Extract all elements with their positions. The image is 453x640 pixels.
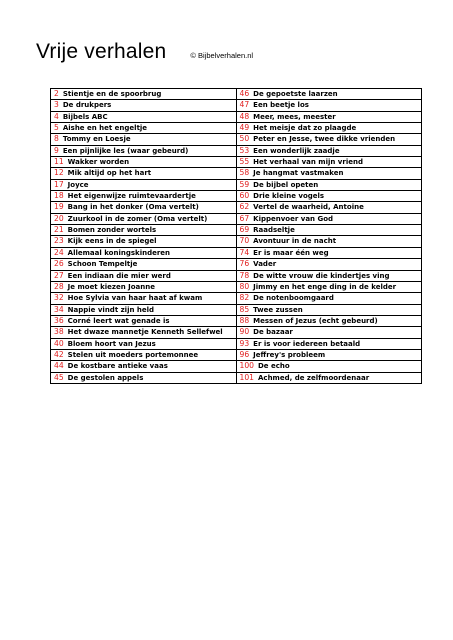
story-title[interactable]: Kijk eens in de spiegel [67, 237, 157, 246]
story-title[interactable]: Vertel de waarheid, Antoine [253, 203, 364, 212]
story-title[interactable]: Hoe Sylvia van haar haat af kwam [67, 294, 203, 303]
story-title[interactable]: Raadseltje [253, 226, 295, 235]
story-table [50, 88, 422, 384]
story-title[interactable]: Een beetje los [253, 101, 309, 110]
story-number: 100 [239, 361, 254, 371]
story-cell-left [51, 202, 237, 213]
story-number: 23 [54, 236, 64, 246]
story-cell-right [236, 338, 422, 349]
story-cell-left [51, 225, 237, 236]
story-number: 62 [239, 202, 250, 212]
story-cell-right [236, 270, 422, 281]
story-number: 53 [239, 145, 250, 155]
story-number: 11 [54, 157, 64, 167]
story-number: 42 [54, 349, 64, 359]
story-cell-right [236, 179, 422, 190]
story-number: 38 [54, 327, 64, 337]
table-row [51, 213, 422, 224]
story-number: 34 [54, 304, 64, 314]
story-title[interactable]: Tommy en Loesje [62, 135, 131, 144]
table-row [51, 168, 422, 179]
table-row [51, 338, 422, 349]
story-cell-left [51, 191, 237, 202]
story-cell-right [236, 281, 422, 292]
story-title[interactable]: Twee zussen [253, 305, 303, 314]
table-row [51, 134, 422, 145]
story-cell-left [51, 259, 237, 270]
story-cell-left [51, 134, 237, 145]
story-cell-right [236, 111, 422, 122]
story-number: 85 [239, 304, 250, 314]
story-number: 17 [54, 179, 64, 189]
story-cell-left [51, 111, 237, 122]
story-title[interactable]: De drukpers [62, 101, 112, 110]
table-row [51, 236, 422, 247]
table-row [51, 327, 422, 338]
story-number: 2 [54, 89, 59, 99]
story-cell-right [236, 157, 422, 168]
story-number: 60 [239, 191, 250, 201]
table-row [51, 202, 422, 213]
story-number: 19 [54, 202, 64, 212]
table-row [51, 225, 422, 236]
story-cell-right [236, 145, 422, 156]
story-number: 26 [54, 259, 64, 269]
story-title[interactable]: De echo [258, 362, 290, 371]
story-title[interactable]: Jeffrey's probleem [253, 350, 326, 359]
story-number: 28 [54, 281, 64, 291]
story-cell-right [236, 213, 422, 224]
story-number: 20 [54, 213, 64, 223]
story-number: 55 [239, 157, 250, 167]
table-row [51, 157, 422, 168]
story-title[interactable]: De notenboomgaard [253, 294, 334, 303]
story-number: 18 [54, 191, 64, 201]
story-number: 90 [239, 327, 250, 337]
story-cell-left [51, 157, 237, 168]
story-cell-right [236, 372, 422, 383]
story-cell-right [236, 191, 422, 202]
story-number: 67 [239, 213, 250, 223]
story-number: 47 [239, 100, 250, 110]
table-row [51, 145, 422, 156]
story-title[interactable]: Bomen zonder wortels [67, 226, 157, 235]
story-cell-left [51, 179, 237, 190]
story-number: 80 [239, 281, 250, 291]
story-number: 8 [54, 134, 59, 144]
story-cell-left [51, 145, 237, 156]
story-number: 44 [54, 361, 64, 371]
story-number: 4 [54, 111, 59, 121]
story-title[interactable]: De witte vrouw die kindertjes ving [253, 271, 390, 280]
story-cell-left [51, 281, 237, 292]
story-number: 76 [239, 259, 250, 269]
story-cell-left [51, 89, 237, 100]
story-number: 32 [54, 293, 64, 303]
story-title[interactable]: De gepoetste laarzen [253, 90, 338, 99]
story-title[interactable]: Vader [253, 260, 277, 269]
table-row [51, 247, 422, 258]
story-number: 93 [239, 338, 250, 348]
story-title[interactable]: Avontuur in de nacht [253, 237, 337, 246]
story-title[interactable]: Bang in het donker (Oma vertelt) [67, 203, 199, 212]
story-title[interactable]: Een pijnlijke les (waar gebeurd) [62, 146, 189, 155]
story-cell-left [51, 168, 237, 179]
story-cell-right [236, 225, 422, 236]
story-title[interactable]: Je moet kiezen Joanne [67, 282, 155, 291]
story-title[interactable]: Aishe en het engeltje [62, 124, 148, 133]
table-row [51, 89, 422, 100]
story-title[interactable]: Zuurkool in de zomer (Oma vertelt) [67, 214, 208, 223]
story-title[interactable]: Er is maar één weg [253, 248, 329, 257]
story-title[interactable]: Een wonderlijk zaadje [253, 146, 340, 155]
story-number: 96 [239, 349, 250, 359]
story-number: 58 [239, 168, 250, 178]
story-cell-left [51, 361, 237, 372]
table-row [51, 179, 422, 190]
story-number: 48 [239, 111, 250, 121]
story-title[interactable]: Schoon Tempeltje [67, 260, 138, 269]
story-cell-right [236, 327, 422, 338]
story-cell-left [51, 349, 237, 360]
story-cell-left [51, 270, 237, 281]
story-table-body [51, 89, 422, 384]
story-title[interactable]: Joyce [67, 180, 89, 189]
story-number: 9 [54, 145, 59, 155]
story-number: 21 [54, 225, 64, 235]
table-row [51, 281, 422, 292]
story-title[interactable]: Messen of Jezus (echt gebeurd) [253, 316, 378, 325]
story-title[interactable]: De bijbel opeten [253, 180, 319, 189]
story-number: 50 [239, 134, 250, 144]
story-title[interactable]: Het meisje dat zo plaagde [253, 124, 357, 133]
story-cell-left [51, 100, 237, 111]
story-number: 27 [54, 270, 64, 280]
story-number: 12 [54, 168, 64, 178]
story-cell-left [51, 293, 237, 304]
story-cell-right [236, 202, 422, 213]
table-row [51, 191, 422, 202]
story-cell-left [51, 247, 237, 258]
story-title[interactable]: Achmed, de zelfmoordenaar [258, 373, 370, 382]
story-title[interactable]: Jimmy en het enge ding in de kelder [253, 282, 397, 291]
story-cell-left [51, 123, 237, 134]
story-title[interactable]: Bijbels ABC [62, 112, 108, 121]
story-cell-right [236, 247, 422, 258]
story-cell-right [236, 236, 422, 247]
story-cell-left [51, 213, 237, 224]
story-title[interactable]: Je hangmat vastmaken [253, 169, 344, 178]
story-cell-right [236, 168, 422, 179]
story-title[interactable]: Bloem hoort van Jezus [67, 339, 156, 348]
story-title[interactable]: Peter en Jesse, twee dikke vrienden [253, 135, 396, 144]
story-cell-right [236, 304, 422, 315]
story-cell-right [236, 293, 422, 304]
story-number: 46 [239, 89, 250, 99]
table-row [51, 123, 422, 134]
table-row [51, 111, 422, 122]
table-row [51, 259, 422, 270]
story-cell-left [51, 236, 237, 247]
story-title[interactable]: De gestolen appels [67, 373, 144, 382]
story-cell-left [51, 315, 237, 326]
story-cell-right [236, 123, 422, 134]
table-row [51, 270, 422, 281]
story-title[interactable]: Meer, mees, meester [253, 112, 336, 121]
story-title[interactable]: Een indiaan die mier werd [67, 271, 171, 280]
story-cell-right [236, 349, 422, 360]
story-title[interactable]: Het eigenwijze ruimtevaardertje [67, 192, 196, 201]
story-title[interactable]: Allemaal koningskinderen [67, 248, 171, 257]
copyright-notice: © Bijbelverhalen.nl [190, 51, 254, 60]
story-cell-left [51, 338, 237, 349]
story-number: 3 [54, 100, 59, 110]
story-number: 88 [239, 315, 250, 325]
table-row [51, 293, 422, 304]
story-cell-left [51, 372, 237, 383]
story-title[interactable]: Het dwaze mannetje Kenneth Sellefwel [67, 328, 223, 337]
story-number: 69 [239, 225, 250, 235]
table-row [51, 315, 422, 326]
story-number: 59 [239, 179, 250, 189]
table-row [51, 361, 422, 372]
story-cell-right [236, 100, 422, 111]
story-title[interactable]: Wakker worden [67, 158, 130, 167]
story-number: 36 [54, 315, 64, 325]
story-title[interactable]: Mik altijd op het hart [67, 169, 152, 178]
story-number: 74 [239, 247, 250, 257]
story-cell-right [236, 134, 422, 145]
story-cell-right [236, 315, 422, 326]
story-title[interactable]: Het verhaal van mijn vriend [253, 158, 363, 167]
story-number: 45 [54, 372, 64, 382]
story-cell-right [236, 259, 422, 270]
story-cell-right [236, 89, 422, 100]
story-number: 5 [54, 123, 59, 133]
story-title[interactable]: Er is voor iedereen betaald [253, 339, 361, 348]
story-cell-left [51, 304, 237, 315]
table-row [51, 100, 422, 111]
story-number: 78 [239, 270, 250, 280]
story-number: 101 [239, 372, 254, 382]
page-title: Vrije verhalen [36, 40, 167, 63]
story-cell-right [236, 361, 422, 372]
story-title[interactable]: Corné leert wat genade is [67, 316, 170, 325]
table-row [51, 304, 422, 315]
story-title[interactable]: Stientje en de spoorbrug [62, 90, 162, 99]
story-title[interactable]: Stelen uit moeders portemonnee [67, 350, 199, 359]
story-number: 40 [54, 338, 64, 348]
table-row [51, 349, 422, 360]
story-number: 49 [239, 123, 250, 133]
story-number: 70 [239, 236, 250, 246]
story-number: 24 [54, 247, 64, 257]
page-header [36, 40, 253, 64]
table-row [51, 372, 422, 383]
story-title[interactable]: De bazaar [253, 328, 293, 337]
story-cell-left [51, 327, 237, 338]
story-title[interactable]: De kostbare antieke vaas [67, 362, 168, 371]
story-number: 82 [239, 293, 250, 303]
story-title[interactable]: Nappie vindt zijn held [67, 305, 155, 314]
story-title[interactable]: Kippenvoer van God [253, 214, 334, 223]
story-title[interactable]: Drie kleine vogels [253, 192, 325, 201]
